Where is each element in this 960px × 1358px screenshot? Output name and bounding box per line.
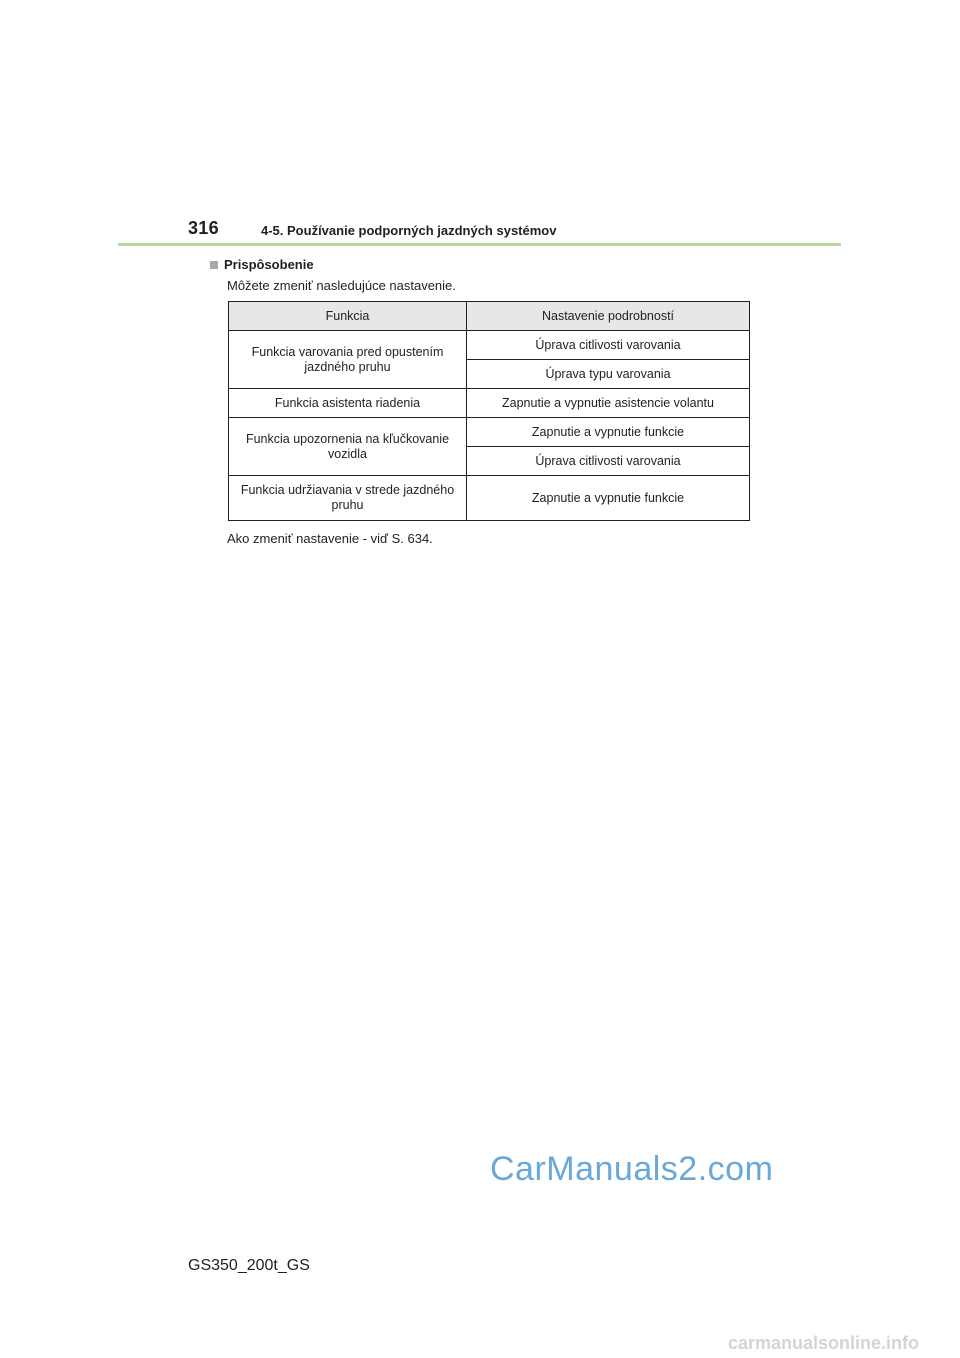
table-row — [229, 331, 750, 360]
setting-cell: Zapnutie a vypnutie funkcie — [467, 476, 750, 521]
column-header: Funkcia — [229, 302, 467, 331]
subheading-text: Prispôsobenie — [224, 257, 314, 272]
setting-cell: Zapnutie a vypnutie asistencie volantu — [467, 389, 750, 418]
function-cell: Funkcia udržiavania v strede jazdného pruhu — [229, 476, 467, 521]
model-code: GS350_200t_GS — [188, 1257, 310, 1274]
intro-text: Môžete zmeniť nasledujúce nastavenie. — [227, 278, 456, 293]
table-row — [229, 418, 750, 447]
function-cell: Funkcia asistenta riadenia — [229, 389, 467, 418]
setting-cell: Úprava citlivosti varovania — [467, 331, 750, 360]
subheading — [210, 257, 314, 272]
table-header-row — [229, 302, 750, 331]
column-header: Nastavenie podrobností — [467, 302, 750, 331]
setting-cell: Úprava citlivosti varovania — [467, 447, 750, 476]
site-watermark: carmanualsonline.info — [728, 1333, 920, 1353]
page-number: 316 — [188, 218, 219, 238]
setting-cell: Zapnutie a vypnutie funkcie — [467, 418, 750, 447]
table-row — [229, 476, 750, 521]
footer-note: Ako zmeniť nastavenie - viď S. 634. — [227, 531, 433, 546]
section-title: 4-5. Používanie podporných jazdných systémov — [261, 223, 557, 238]
setting-cell: Úprava typu varovania — [467, 360, 750, 389]
square-bullet-icon — [210, 261, 218, 269]
header-divider — [118, 243, 841, 246]
table-row — [229, 389, 750, 418]
function-cell: Funkcia varovania pred opustením jazdného pruhu — [229, 331, 467, 389]
watermark-logo: CarManuals2.com — [490, 1150, 774, 1188]
function-cell: Funkcia upozornenia na kľučkovanie vozidla — [229, 418, 467, 476]
settings-table — [228, 301, 750, 521]
